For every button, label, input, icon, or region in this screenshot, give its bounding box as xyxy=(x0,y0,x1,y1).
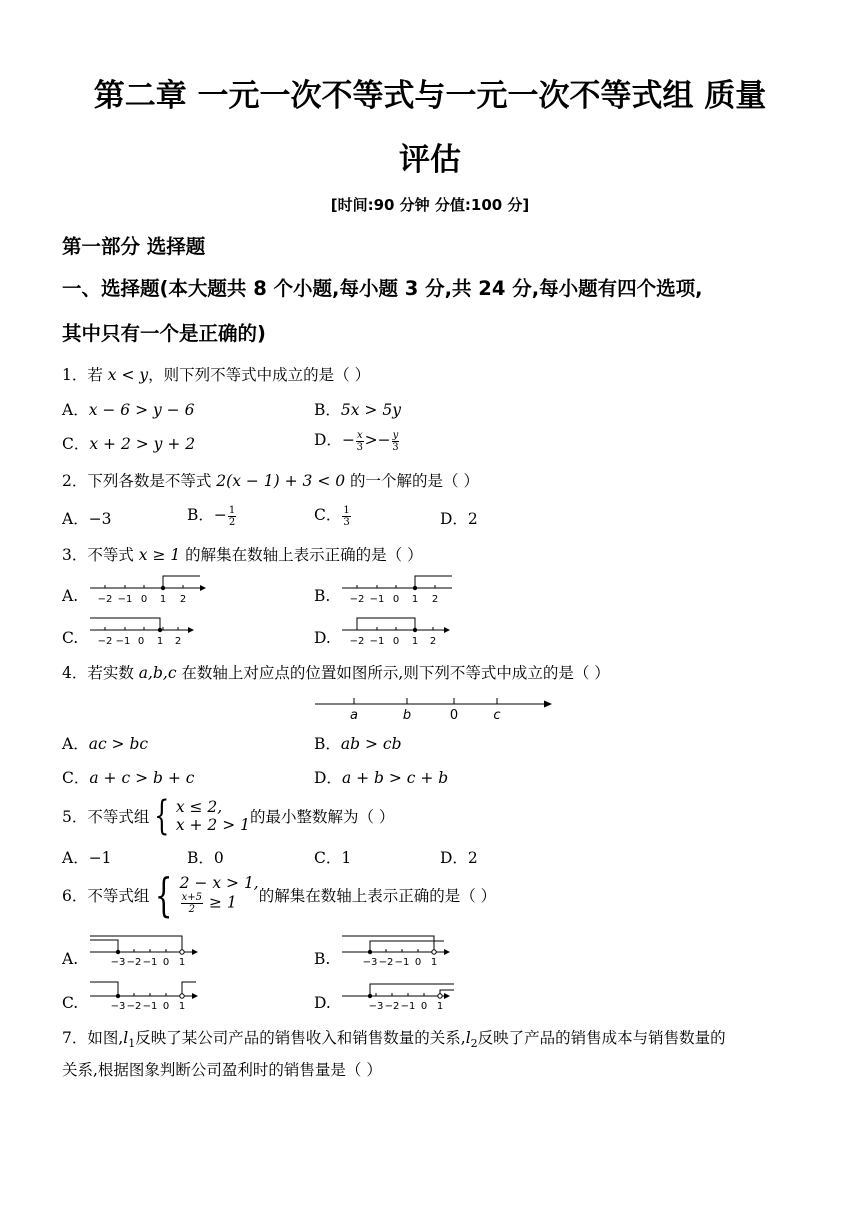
q1-stem-post: ，则下列不等式中成立的是（ ） xyxy=(148,366,371,384)
q5-stem-post: 的最小整数解为（ ） xyxy=(249,808,395,826)
q6-system xyxy=(180,874,259,915)
q2-b-label: B．− xyxy=(187,506,227,524)
q6-a-tick-2: −2 xyxy=(126,957,142,968)
q1-stem-pre: 1．若 xyxy=(62,366,108,384)
q2-stem xyxy=(62,469,479,491)
q4-option-d xyxy=(314,766,448,788)
q6-option-c-label: C. xyxy=(62,994,79,1012)
q7-l1-sub: 1 xyxy=(128,1037,136,1051)
q6-stem xyxy=(62,867,497,922)
q3-a-tick-4: 1 xyxy=(159,594,167,605)
q2-c-num: 1 xyxy=(343,504,350,516)
q5-brace-icon: { xyxy=(154,793,170,839)
q1-d-label: D． xyxy=(314,431,342,449)
q3-d-tick-2: −1 xyxy=(369,636,385,647)
q6-b-tick-1: −3 xyxy=(362,957,378,968)
q6-b-tick-4: 0 xyxy=(414,957,422,968)
q1-option-c xyxy=(62,432,195,454)
q6-d-tick-1: −3 xyxy=(368,1001,384,1012)
q5-stem xyxy=(62,793,395,839)
q6-brace-icon: { xyxy=(155,867,173,922)
q2-option-c xyxy=(314,503,352,528)
q7-line1-c: 反映了产品的销售成本与销售数量的 xyxy=(477,1029,726,1047)
q6-a-tick-4: 0 xyxy=(162,957,170,968)
q1-option-b xyxy=(314,398,401,420)
q2-option-b xyxy=(187,503,237,528)
part-heading: 第一部分 选择题 xyxy=(62,235,206,258)
q2-stem-math: 2(x − 1) + 3 < 0 xyxy=(216,472,346,490)
q5-stem-pre: 5．不等式组 xyxy=(62,808,150,826)
q4-d-label: D． xyxy=(314,769,342,787)
q7-l2-sub: 2 xyxy=(470,1037,478,1051)
q3-b-tick-1: −2 xyxy=(349,594,365,605)
q4-c-math: a + c > b + c xyxy=(89,769,195,787)
section-heading-line2: 其中只有一个是正确的) xyxy=(62,322,266,345)
q3-c-tick-3: 0 xyxy=(137,636,145,647)
q6-sys-num: x+5 xyxy=(181,892,203,903)
q3-a-tick-3: 0 xyxy=(140,594,148,605)
q4-stem-math: a,b,c xyxy=(138,664,177,682)
q1-b-label: B． xyxy=(314,401,341,419)
q4-point-b-label: b xyxy=(402,708,412,723)
q6-d-tick-5: 1 xyxy=(436,1001,444,1012)
q4-option-b xyxy=(314,732,402,754)
q7-line1-b: 反映了某公司产品的销售收入和销售数量的关系, xyxy=(135,1029,466,1047)
q2-c-den: 3 xyxy=(343,516,350,528)
q4-number-line xyxy=(312,694,558,724)
q4-stem-pre: 4．若实数 xyxy=(62,664,139,682)
q6-c-tick-5: 1 xyxy=(178,1001,186,1012)
q6-d-number-line xyxy=(340,976,464,1014)
q3-d-tick-5: 2 xyxy=(429,636,437,647)
q1-c-math: x + 2 > y + 2 xyxy=(89,435,196,453)
q1-d-num1: x xyxy=(356,429,363,441)
q2-option-d: D．2 xyxy=(440,510,478,528)
q4-c-label: C． xyxy=(62,769,90,787)
q1-d-num2: y xyxy=(392,429,399,441)
q6-c-tick-2: −2 xyxy=(126,1001,142,1012)
q3-stem-pre: 3．不等式 xyxy=(62,546,139,564)
q6-sys-den: 2 xyxy=(188,904,196,915)
q3-a-tick-1: −2 xyxy=(97,594,113,605)
q3-c-number-line xyxy=(88,616,208,650)
q3-b-tick-4: 1 xyxy=(411,594,419,605)
q4-stem-post: 在数轴上对应点的位置如图所示,则下列不等式中成立的是（ ） xyxy=(176,664,610,682)
q3-c-tick-1: −2 xyxy=(97,636,113,647)
q3-option-d-label: D. xyxy=(314,629,331,647)
q4-a-label: A． xyxy=(62,735,89,753)
q1-option-d xyxy=(314,428,400,453)
q1-d-pre: − xyxy=(341,431,355,449)
q5-option-d: D．2 xyxy=(440,849,478,867)
q1-option-a xyxy=(62,398,194,420)
q4-b-math: ab > cb xyxy=(340,735,402,753)
q1-c-label: C． xyxy=(62,435,90,453)
q5-sys-line1: x ≤ 2, xyxy=(175,798,223,816)
q6-option-d-label: D. xyxy=(314,994,331,1012)
section-heading-line1: 一、选择题(本大题共 8 个小题,每小题 3 分,共 24 分,每小题有四个选项, xyxy=(62,277,703,300)
q6-c-tick-4: 0 xyxy=(162,1001,170,1012)
q6-c-tick-1: −3 xyxy=(110,1001,126,1012)
q3-stem xyxy=(62,543,423,565)
q7-line1 xyxy=(62,1026,726,1050)
q2-b-den: 2 xyxy=(228,516,236,528)
q6-option-b-label: B. xyxy=(314,950,331,968)
q6-d-tick-4: 0 xyxy=(420,1001,428,1012)
q6-stem-pre: 6．不等式组 xyxy=(62,886,150,905)
q3-b-number-line xyxy=(340,574,460,608)
q1-d-den2: 3 xyxy=(392,441,399,453)
q3-option-c-label: C. xyxy=(62,629,79,647)
q3-a-number-line xyxy=(88,574,208,608)
q6-b-tick-5: 1 xyxy=(430,957,438,968)
q6-c-tick-3: −1 xyxy=(142,1001,158,1012)
q6-d-tick-3: −1 xyxy=(400,1001,416,1012)
q1-a-label: A． xyxy=(62,401,89,419)
q4-point-a-label: a xyxy=(350,708,358,723)
q4-a-math: ac > bc xyxy=(88,735,149,753)
q5-option-b: B．0 xyxy=(187,849,224,867)
q5-system xyxy=(176,798,250,834)
q6-sys-post: ≥ 1 xyxy=(204,893,237,912)
q7-line1-a: 7．如图, xyxy=(62,1029,124,1047)
q1-d-den1: 3 xyxy=(356,441,363,453)
q6-a-tick-1: −3 xyxy=(110,957,126,968)
q6-c-number-line xyxy=(88,976,208,1014)
q3-option-b-label: B. xyxy=(314,587,331,605)
q3-a-tick-5: 2 xyxy=(179,594,187,605)
q3-b-tick-5: 2 xyxy=(431,594,439,605)
q6-b-tick-2: −2 xyxy=(378,957,394,968)
q4-point-c-label: c xyxy=(493,708,501,723)
q4-stem xyxy=(62,661,610,683)
q5-option-c: C．1 xyxy=(314,849,352,867)
q7-l1: l xyxy=(123,1029,129,1047)
q2-stem-pre: 2．下列各数是不等式 xyxy=(62,472,217,490)
q3-d-tick-1: −2 xyxy=(349,636,365,647)
q6-a-tick-5: 1 xyxy=(178,957,186,968)
q3-c-tick-5: 2 xyxy=(174,636,182,647)
q3-c-tick-2: −1 xyxy=(115,636,131,647)
q6-b-tick-3: −1 xyxy=(394,957,410,968)
q5-sys-line2: x + 2 > 1 xyxy=(175,816,250,834)
q6-a-number-line xyxy=(88,932,208,970)
q1-a-math: x − 6 > y − 6 xyxy=(88,401,195,419)
q3-a-tick-2: −1 xyxy=(117,594,133,605)
q3-stem-math: x ≥ 1 xyxy=(138,546,181,564)
q2-c-label: C． xyxy=(314,506,342,524)
q6-stem-post: 的解集在数轴上表示正确的是（ ） xyxy=(258,886,497,905)
q2-stem-post: 的一个解的是（ ） xyxy=(345,472,479,490)
q3-c-tick-4: 1 xyxy=(156,636,164,647)
q3-stem-post: 的解集在数轴上表示正确的是（ ） xyxy=(180,546,423,564)
q1-b-math: 5x > 5y xyxy=(340,401,401,419)
q1-stem-math: x < y xyxy=(107,366,149,384)
q6-sys-line1: 2 − x > 1, xyxy=(179,874,259,892)
q1-stem xyxy=(62,363,370,385)
q1-d-mid: >− xyxy=(364,431,391,449)
q5-option-a: A．−1 xyxy=(62,849,112,867)
q4-option-c xyxy=(62,766,194,788)
q6-d-tick-2: −2 xyxy=(384,1001,400,1012)
q2-b-num: 1 xyxy=(228,504,236,516)
exam-meta: [时间:90 分钟 分值:100 分] xyxy=(330,196,530,214)
q3-b-tick-2: −1 xyxy=(369,594,385,605)
page-title-line1: 第二章 一元一次不等式与一元一次不等式组 质量 xyxy=(93,78,767,114)
q3-option-a-label: A. xyxy=(62,587,79,605)
q4-option-a xyxy=(62,732,148,754)
page-title-line2: 评估 xyxy=(399,142,461,178)
q6-b-number-line xyxy=(340,932,460,970)
q4-b-label: B． xyxy=(314,735,341,753)
q7-line2: 关系,根据图象判断公司盈利时的销售量是（ ） xyxy=(62,1061,382,1079)
q3-d-number-line xyxy=(340,616,460,650)
q4-d-math: a + b > c + b xyxy=(341,769,449,787)
q2-option-a: A．−3 xyxy=(62,510,112,528)
q7-l2: l xyxy=(465,1029,471,1047)
q6-a-tick-3: −1 xyxy=(142,957,158,968)
q6-option-a-label: A. xyxy=(62,950,79,968)
q4-origin-label: 0 xyxy=(449,708,459,723)
q3-b-tick-3: 0 xyxy=(392,594,400,605)
q3-d-tick-4: 1 xyxy=(411,636,419,647)
q3-d-tick-3: 0 xyxy=(392,636,400,647)
